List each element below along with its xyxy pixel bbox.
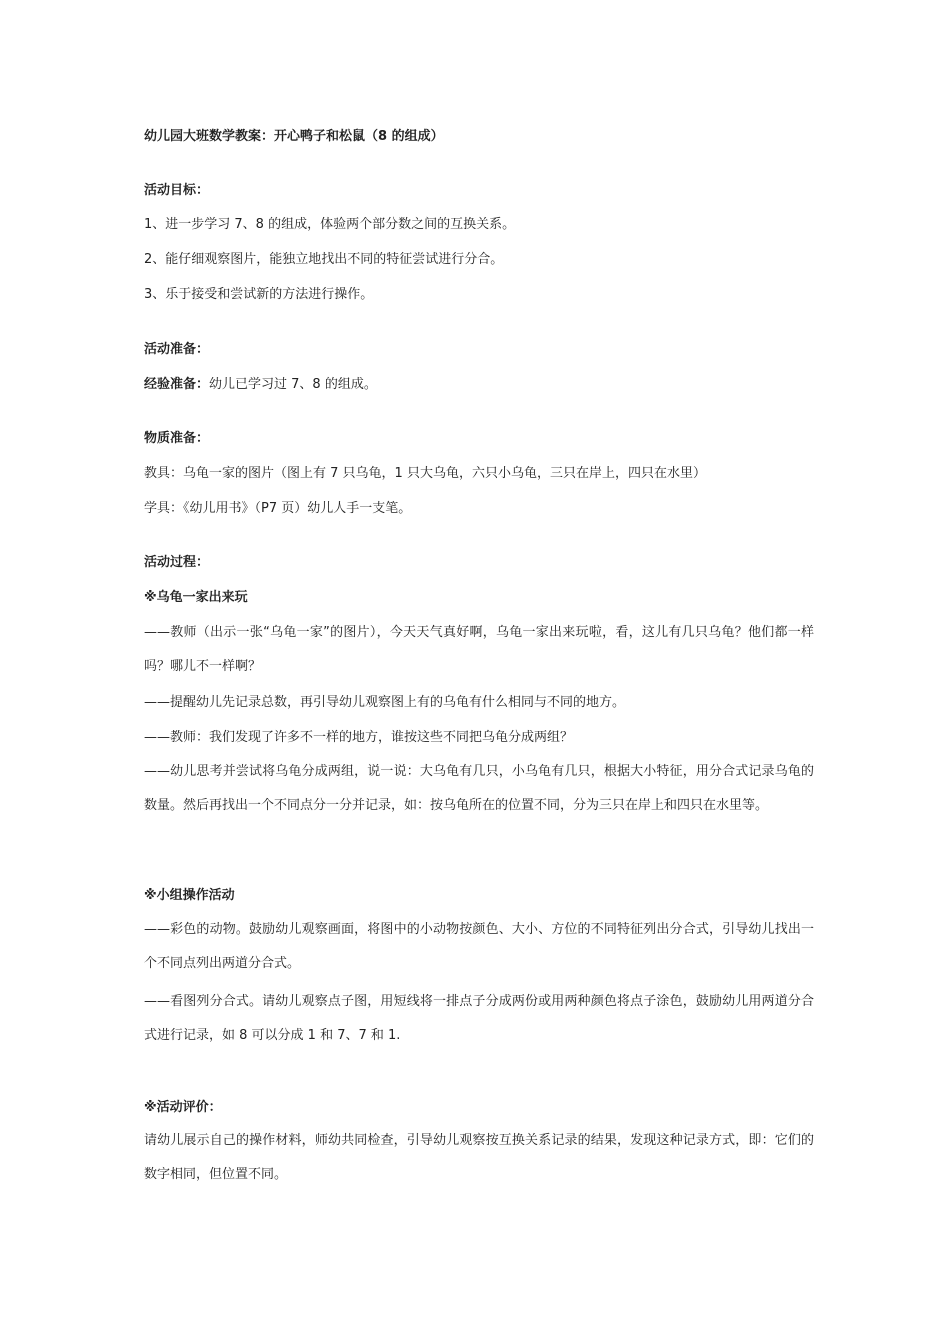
goal-item-1: 1、进一步学习 7、8 的组成，体验两个部分数之间的互换关系。: [144, 217, 516, 232]
section2-title: ※小组操作活动: [144, 888, 235, 903]
goal-item-3: 3、乐于接受和尝试新的方法进行操作。: [144, 287, 374, 302]
goals-heading: 活动目标：: [144, 183, 210, 198]
student-tools: 学具：《幼儿用书》（P7 页）幼儿人手一支笔。: [144, 501, 412, 516]
preparation-heading: 活动准备：: [144, 342, 210, 357]
goal-item-2: 2、能仔细观察图片，能独立地找出不同的特征尝试进行分合。: [144, 252, 504, 267]
document-title: 幼儿园大班数学教案：开心鸭子和松鼠（8 的组成）: [144, 129, 444, 144]
experience-preparation: [144, 376, 814, 394]
section1-paragraph-4: ——幼儿思考并尝试将乌龟分成两组，说一说：大乌龟有几只，小乌龟有几只，根据大小特征，用分合式记录乌龟的数量。然后再找出一个不同点分一分并记录，如：按乌龟所在的位置不同，分为三只在岸上和四只在水里等。: [144, 764, 814, 813]
section3-paragraph-1: 请幼儿展示自己的操作材料，师幼共同检查，引导幼儿观察按互换关系记录的结果，发现这种记录方式，即：它们的数字相同，但位置不同。: [144, 1133, 814, 1182]
section2-paragraph-2: ——看图列分合式。请幼儿观察点子图，用短线将一排点子分成两份或用两种颜色将点子涂色，鼓励幼儿用两道分合式进行记录，如 8 可以分成 1 和 7、7 和 1.: [144, 994, 814, 1043]
section1-paragraph-2: ——提醒幼儿先记录总数，再引导幼儿观察图上有的乌龟有什么相同与不同的地方。: [144, 695, 626, 710]
process-heading: 活动过程：: [144, 555, 210, 570]
section3-title: ※活动评价：: [144, 1100, 222, 1115]
materials-heading: 物质准备：: [144, 431, 210, 446]
experience-text: 幼儿已学习过 7、8 的组成。: [209, 377, 377, 392]
section1-paragraph-1: ——教师（出示一张“乌龟一家”的图片），今天天气真好啊，乌龟一家出来玩啦，看，这儿有几只乌龟？他们都一样吗？哪儿不一样啊？: [144, 625, 814, 674]
experience-label: 经验准备：: [144, 377, 210, 392]
teacher-tools: 教具：乌龟一家的图片（图上有 7 只乌龟，1 只大乌龟，六只小乌龟，三只在岸上，四只在水里）: [144, 466, 706, 481]
section1-title: ※乌龟一家出来玩: [144, 590, 248, 605]
section2-paragraph-1: ——彩色的动物。鼓励幼儿观察画面，将图中的小动物按颜色、大小、方位的不同特征列出分合式，引导幼儿找出一个不同点列出两道分合式。: [144, 922, 814, 971]
section1-paragraph-3: ——教师：我们发现了许多不一样的地方，谁按这些不同把乌龟分成两组？: [144, 730, 574, 745]
